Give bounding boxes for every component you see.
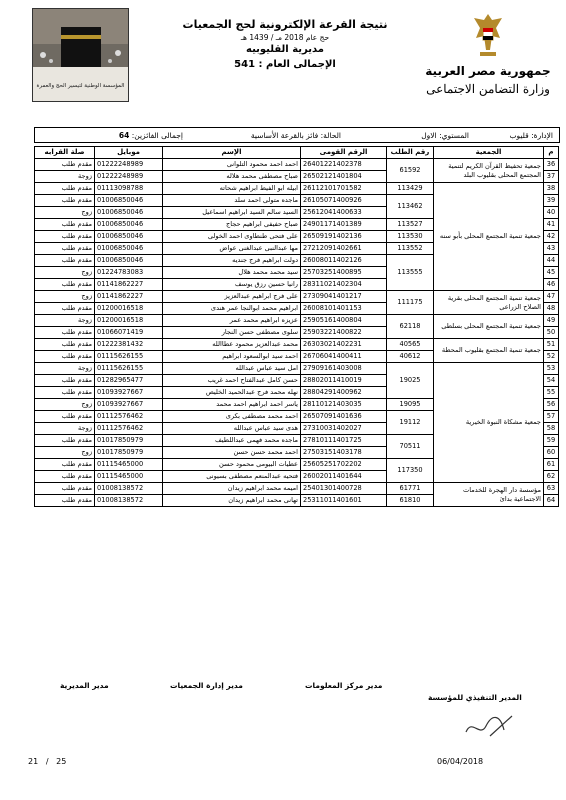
person-name: صباح مصطفى محمد هلاله [163, 171, 301, 183]
person-name: حسن كامل عبدالفتاح احمد غريب [163, 375, 301, 387]
col-header: م [544, 147, 559, 159]
kaaba-photo [32, 8, 129, 102]
mobile-number: 01224783083 [95, 267, 163, 279]
request-number: 117350 [387, 459, 434, 483]
national-id: 26401221402378 [301, 159, 387, 171]
row-number: 45 [544, 267, 559, 279]
national-id: 25903221400822 [301, 327, 387, 339]
person-name: احمد محمد مصطفى بكرى [163, 411, 301, 423]
mobile-number: 01112576462 [95, 423, 163, 435]
national-id: 28311021402304 [301, 279, 387, 291]
person-name: ياسر احمد ابراهيم احمد محمد [163, 399, 301, 411]
request-number: 61810 [387, 495, 434, 507]
row-number: 43 [544, 243, 559, 255]
national-id: 26303021402231 [301, 339, 387, 351]
person-name: على فتحى طنطاوى احمد الخولى [163, 231, 301, 243]
national-id: 26509191402136 [301, 231, 387, 243]
society-name: مؤسسة دار الهجرة للخدمات الاجتماعية بدائ [434, 483, 544, 507]
national-id: 25905161400804 [301, 315, 387, 327]
table-header-row [35, 147, 559, 159]
page-title: نتيجة القرعة الإلكترونية لحج الجمعيات [182, 18, 388, 31]
relation: مقدم طلب [35, 243, 95, 255]
col-header: موبايل [95, 147, 163, 159]
season-label: حج عام 2018 مـ / 1439 هـ [240, 33, 330, 42]
row-number: 60 [544, 447, 559, 459]
row-number: 61 [544, 459, 559, 471]
row-number: 58 [544, 423, 559, 435]
mobile-number: 01008138572 [95, 483, 163, 495]
mobile-number: 01222381432 [95, 339, 163, 351]
relation: مقدم طلب [35, 435, 95, 447]
eagle-emblem-icon [470, 10, 506, 60]
person-name: هدى سيد عباس عبدالله [163, 423, 301, 435]
col-header: الرقم القومى [301, 147, 387, 159]
sign-it-manager: مدير مركز المعلومات [305, 681, 383, 690]
national-id: 27212091402661 [301, 243, 387, 255]
request-number: 113462 [387, 195, 434, 219]
row-number: 50 [544, 327, 559, 339]
request-number: 61592 [387, 159, 434, 183]
relation: زوج [35, 399, 95, 411]
request-number: 113530 [387, 231, 434, 243]
row-number: 44 [544, 255, 559, 267]
mobile-number: 01222248989 [95, 171, 163, 183]
relation: مقدم طلب [35, 387, 95, 399]
total-summary: الإجمالى العام : 541 [234, 59, 336, 70]
relation: زوج [35, 267, 95, 279]
ministry-country: جمهورية مصر العربية [425, 64, 551, 78]
person-name: السيد سالم السيد ابراهيم اسماعيل [163, 207, 301, 219]
person-name: مها عبدالنبى عبدالغنى عواض [163, 243, 301, 255]
mobile-number: 01006850046 [95, 195, 163, 207]
national-id: 26008011402126 [301, 255, 387, 267]
relation: مقدم طلب [35, 195, 95, 207]
relation: مقدم طلب [35, 231, 95, 243]
national-id: 27503151403178 [301, 447, 387, 459]
ministry-logo [418, 8, 558, 108]
row-number: 48 [544, 303, 559, 315]
national-id: 26507091401636 [301, 411, 387, 423]
national-id: 27909161403008 [301, 363, 387, 375]
mobile-number: 01115465000 [95, 459, 163, 471]
request-number: 113552 [387, 243, 434, 255]
row-number: 46 [544, 279, 559, 291]
relation: مقدم طلب [35, 183, 95, 195]
person-name: عطيات البيومى محمود حسن [163, 459, 301, 471]
row-number: 52 [544, 351, 559, 363]
mobile-number: 01141862227 [95, 291, 163, 303]
status-info: الحالة: فائز بالقرعة الأساسية [250, 130, 341, 140]
foundation-caption: المؤسسة الوطنية لتيسير الحج والعمرة [36, 83, 125, 89]
person-name: سيد محمد محمد هلال [163, 267, 301, 279]
person-name: احمد احمد محمود التلوانى [163, 159, 301, 171]
mobile-number: 01115626155 [95, 363, 163, 375]
relation: مقدم طلب [35, 495, 95, 507]
col-header: صلة القرابه [35, 147, 95, 159]
table-row [35, 339, 559, 351]
society-name: جمعية تنمية المجتمع المحلى بأبو سنه [434, 183, 544, 291]
mobile-number: 01115465000 [95, 471, 163, 483]
request-number: 19025 [387, 363, 434, 399]
national-id: 28110121403035 [301, 399, 387, 411]
relation: مقدم طلب [35, 255, 95, 267]
society-name: جمعية تنمية المجتمع المحلى بسلطى [434, 315, 544, 339]
mobile-number: 01282965477 [95, 375, 163, 387]
person-name: ماجده متولى احمد سلد [163, 195, 301, 207]
winners-info: إجمالى الفائزين: 64 [118, 130, 183, 140]
relation: مقدم طلب [35, 219, 95, 231]
national-id: 25401301400728 [301, 483, 387, 495]
person-name: امل سيد عباس عبدالله [163, 363, 301, 375]
row-number: 63 [544, 483, 559, 495]
page-header [170, 18, 400, 70]
table-row [35, 315, 559, 327]
request-number: 70511 [387, 435, 434, 459]
request-number: 40612 [387, 351, 434, 363]
row-number: 53 [544, 363, 559, 375]
col-header: الإسم [163, 147, 301, 159]
handwritten-signature [460, 708, 520, 744]
sign-exec-director: المدير التنفيذي للمؤسسة [428, 693, 522, 702]
mobile-number: 01006850046 [95, 243, 163, 255]
request-number: 62118 [387, 315, 434, 339]
relation: زوجة [35, 423, 95, 435]
admin-info: الإدارة: قليوب [509, 130, 553, 140]
mobile-number: 01006850046 [95, 231, 163, 243]
national-id: 25703251400895 [301, 267, 387, 279]
mobile-number: 01093927667 [95, 387, 163, 399]
row-number: 37 [544, 171, 559, 183]
national-id: 26002011401644 [301, 471, 387, 483]
row-number: 57 [544, 411, 559, 423]
row-number: 49 [544, 315, 559, 327]
page-number: 21 / 25 [28, 757, 67, 766]
request-number: 113429 [387, 183, 434, 195]
relation: مقدم طلب [35, 483, 95, 495]
mobile-number: 01113098788 [95, 183, 163, 195]
national-id: 27810111401725 [301, 435, 387, 447]
national-id: 26706041400411 [301, 351, 387, 363]
national-id: 26105071400926 [301, 195, 387, 207]
row-number: 51 [544, 339, 559, 351]
society-name: جمعية تحفيظ القرآن الكريم لتنمية المجتمع المحلى بقليوب البلد [434, 159, 544, 183]
national-id: 25612041400633 [301, 207, 387, 219]
society-name: جمعية تنمية المجتمع المحلى بقرية الصلاح الزراعى [434, 291, 544, 315]
national-id: 26502121401804 [301, 171, 387, 183]
national-id: 25311011401601 [301, 495, 387, 507]
person-name: نهله محمد فرج عبدالحميد الخليص [163, 387, 301, 399]
person-name: محمد عبدالعزيز محمود عطاالله [163, 339, 301, 351]
person-name: صباح حفيفى ابراهيم حجاج [163, 219, 301, 231]
col-header: رقم الطلب [387, 147, 434, 159]
mobile-number: 01115626155 [95, 351, 163, 363]
request-number: 19095 [387, 399, 434, 411]
row-number: 41 [544, 219, 559, 231]
info-bar [34, 127, 560, 143]
person-name: احمد سيد ابوالسعود ابراهيم [163, 351, 301, 363]
mobile-number: 01017850979 [95, 435, 163, 447]
national-id: 26008101401153 [301, 303, 387, 315]
relation: زوج [35, 291, 95, 303]
mobile-number: 01006850046 [95, 255, 163, 267]
relation: مقدم طلب [35, 459, 95, 471]
relation: مقدم طلب [35, 339, 95, 351]
mobile-number: 01200016518 [95, 315, 163, 327]
mobile-number: 01222248989 [95, 159, 163, 171]
national-id: 27310031402027 [301, 423, 387, 435]
mobile-number: 01141862227 [95, 279, 163, 291]
relation: زوجة [35, 315, 95, 327]
person-name: عزيزه ابراهيم محمد عمر [163, 315, 301, 327]
request-number: 111175 [387, 291, 434, 315]
relation: زوج [35, 207, 95, 219]
request-number: 113527 [387, 219, 434, 231]
national-id: 24901171401389 [301, 219, 387, 231]
person-name: ابراهيم محمد ابوالنجا عمر هندى [163, 303, 301, 315]
mobile-number: 01006850046 [95, 207, 163, 219]
society-name: جمعية مشكاة النبوة الخيرية [434, 363, 544, 483]
print-date: 06/04/2018 [437, 757, 484, 766]
row-number: 64 [544, 495, 559, 507]
mobile-number: 01006850046 [95, 219, 163, 231]
relation: مقدم طلب [35, 303, 95, 315]
row-number: 62 [544, 471, 559, 483]
person-name: فتحيه عبدالمنعم مصطفى بسيونى [163, 471, 301, 483]
relation: مقدم طلب [35, 279, 95, 291]
level-info: المستوي: الاول [421, 130, 469, 140]
person-name: تهانى محمد ابراهيم زيدان [163, 495, 301, 507]
relation: مقدم طلب [35, 471, 95, 483]
row-number: 56 [544, 399, 559, 411]
mobile-number: 01066071419 [95, 327, 163, 339]
mobile-number: 01112576462 [95, 411, 163, 423]
person-name: على فرج ابراهيم عبدالعزيز [163, 291, 301, 303]
table-row [35, 483, 559, 495]
row-number: 40 [544, 207, 559, 219]
table-row [35, 183, 559, 195]
table-row [35, 291, 559, 303]
row-number: 39 [544, 195, 559, 207]
ministry-name: وزارة التضامن الاجتماعى [426, 82, 550, 96]
results-table [34, 146, 559, 507]
row-number: 55 [544, 387, 559, 399]
col-header: الجمعية [434, 147, 544, 159]
relation: مقدم طلب [35, 411, 95, 423]
person-name: ماجده محمد فهمى عبداللطيف [163, 435, 301, 447]
sign-directorate-manager: مدير المديرية [60, 681, 109, 690]
request-number: 113555 [387, 255, 434, 291]
relation: زوجة [35, 171, 95, 183]
mobile-number: 01017850979 [95, 447, 163, 459]
row-number: 59 [544, 435, 559, 447]
national-id: 26112101701582 [301, 183, 387, 195]
row-number: 47 [544, 291, 559, 303]
row-number: 54 [544, 375, 559, 387]
request-number: 61771 [387, 483, 434, 495]
person-name: رانيا حسين رزق يوسف [163, 279, 301, 291]
request-number: 19112 [387, 411, 434, 435]
relation: زوج [35, 447, 95, 459]
national-id: 28804291400962 [301, 387, 387, 399]
row-number: 36 [544, 159, 559, 171]
person-name: دولت ابراهيم فرج جنديه [163, 255, 301, 267]
mobile-number: 01008138572 [95, 495, 163, 507]
relation: زوجة [35, 363, 95, 375]
row-number: 42 [544, 231, 559, 243]
directorate-label: مديرية القليوبيه [246, 44, 324, 55]
relation: مقدم طلب [35, 351, 95, 363]
national-id: 27309041401217 [301, 291, 387, 303]
person-name: احمد محمد حسن حسن [163, 447, 301, 459]
relation: مقدم طلب [35, 327, 95, 339]
society-name: جمعية تنمية المجتمع بقليوب المحطة [434, 339, 544, 363]
person-name: سلوى مصطفى حسن النجار [163, 327, 301, 339]
mobile-number: 01200016518 [95, 303, 163, 315]
relation: مقدم طلب [35, 375, 95, 387]
request-number: 40565 [387, 339, 434, 351]
table-row [35, 363, 559, 375]
person-name: ابيله ابو الفيط ابراهيم شحاته [163, 183, 301, 195]
table-row [35, 159, 559, 171]
person-name: اميمه محمد ابراهيم زيدان [163, 483, 301, 495]
sign-societies-manager: مدير إدارة الجمعيات [170, 681, 243, 690]
national-id: 25605251702202 [301, 459, 387, 471]
row-number: 38 [544, 183, 559, 195]
relation: مقدم طلب [35, 159, 95, 171]
mobile-number: 01093927667 [95, 399, 163, 411]
national-id: 28802011410019 [301, 375, 387, 387]
